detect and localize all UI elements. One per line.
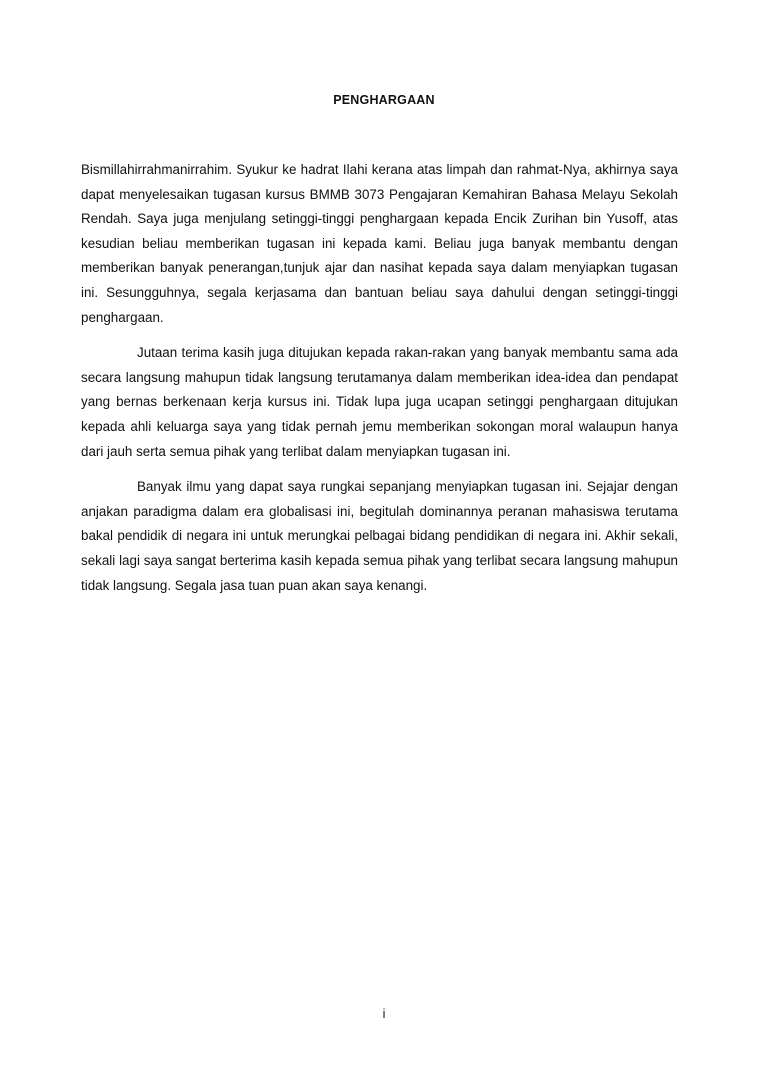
document-body <box>81 158 678 609</box>
paragraph-3: Banyak ilmu yang dapat saya rungkai sepanjang menyiapkan tugasan ini. Sejajar dengan anjakan paradigma dalam era globalisasi ini, begitulah dominannya peranan mahasiswa terutama bakal pendidik di negara ini untuk merungkai pelbagai bidang pendidikan di negara ini. Akhir sekali, sekali lagi saya sangat berterima kasih kepada semua pihak yang terlibat secara langsung mahupun tidak langsung. Segala jasa tuan puan akan saya kenangi. <box>81 479 678 593</box>
paragraph-1: Bismillahirrahmanirrahim. Syukur ke hadrat Ilahi kerana atas limpah dan rahmat-Nya, akhirnya saya dapat menyelesaikan tugasan kursus BMMB 3073 Pengajaran Kemahiran Bahasa Melayu Sekolah Rendah. Saya juga menjulang setinggi-tinggi penghargaan kepada Encik Zurihan bin Yusoff, atas kesudian beliau memberikan tugasan ini kepada kami. Beliau juga banyak membantu dengan memberikan banyak penerangan,tunjuk ajar dan nasihat kepada saya dalam menyiapkan tugasan ini. Sesungguhnya, segala kerjasama dan bantuan beliau saya dahului dengan setinggi-tinggi penghargaan. <box>81 162 678 325</box>
paragraph-2: Jutaan terima kasih juga ditujukan kepada rakan-rakan yang banyak membantu sama ada secara langsung mahupun tidak langsung terutamanya dalam memberikan idea-idea dan pendapat yang bernas berkenaan kerja kursus ini. Tidak lupa juga ucapan setinggi penghargaan ditujukan kepada ahli keluarga saya yang tidak pernah jemu memberikan sokongan moral walaupun hanya dari jauh serta semua pihak yang terlibat dalam menyiapkan tugasan ini. <box>81 345 678 459</box>
page-title: PENGHARGAAN <box>333 93 435 107</box>
page-number: i <box>382 1007 386 1021</box>
